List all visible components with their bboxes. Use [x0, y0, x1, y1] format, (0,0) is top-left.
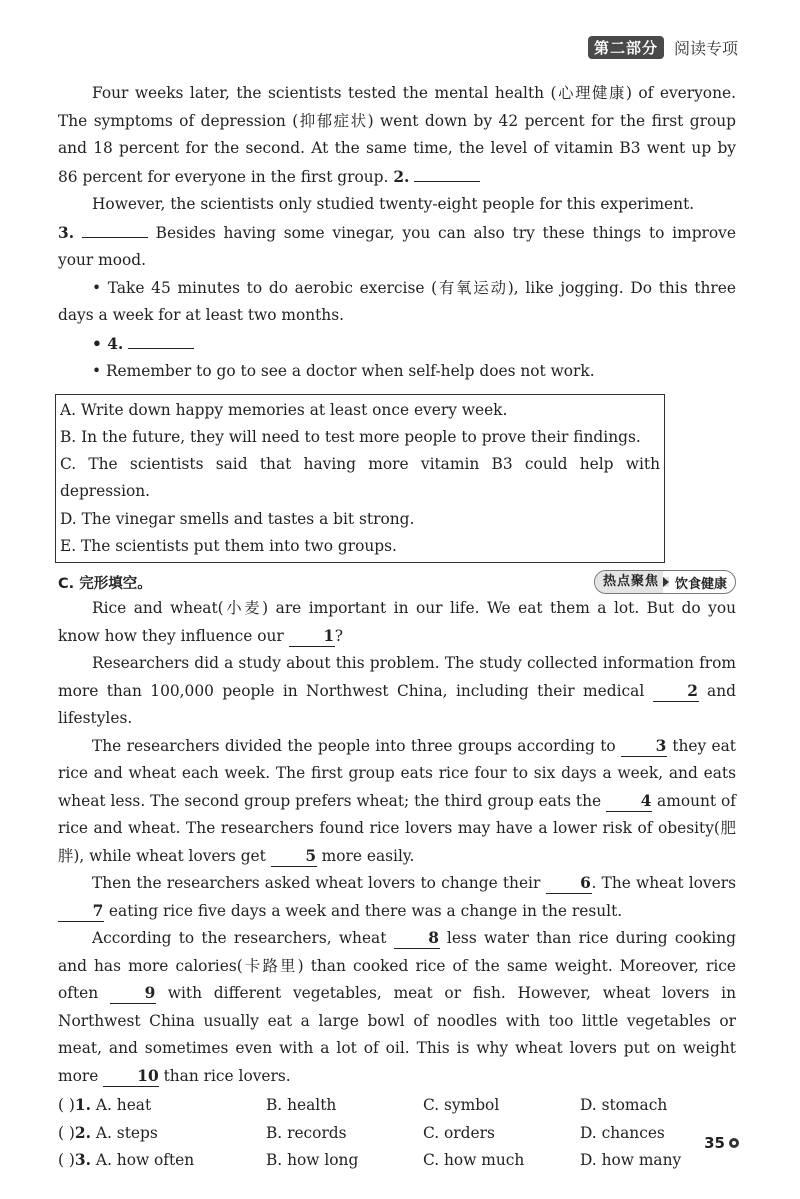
cloze-blank-2[interactable]: 2 — [653, 681, 699, 702]
bullet-item-1: • Take 45 minutes to do aerobic exercise (有氧运动), like jogging. Do this three days a week for at least two months. — [58, 278, 736, 324]
cloze-paragraph-2: Researchers did a study about this problem. The study collected information from more than 100,000 people in Northwest China, including their medical 2 and lifestyles. — [58, 654, 736, 728]
cloze-paragraph-1: Rice and wheat(小麦) are important in our life. We eat them a lot. But do you know how they influence our 1? — [58, 599, 736, 645]
choice-a: A. steps — [95, 1123, 158, 1142]
hot-topic-tag — [594, 570, 736, 594]
blank-number-2: 2. — [393, 167, 410, 186]
bullet-item-2: • 4. — [58, 330, 736, 359]
option-b: B. In the future, they will need to test more people to prove their findings. — [60, 427, 641, 446]
choice-row-1: ( )1. A. heat B. health C. symbol D. stomach — [58, 1092, 736, 1120]
section-c-header — [58, 569, 736, 595]
option-c: C. The scientists said that having more vitamin B3 could help with depression. — [60, 455, 660, 501]
cloze-blank-6[interactable]: 6 — [546, 873, 592, 894]
blank-number-3: 3. — [58, 223, 75, 242]
choice-d: D. chances — [580, 1123, 665, 1142]
answer-blank-4[interactable] — [128, 330, 194, 349]
choice-row-3: ( )3. A. how often B. how long C. how much D. how many — [58, 1147, 736, 1175]
page-content — [58, 80, 736, 1175]
passage-paragraph-1: Four weeks later, the scientists tested the mental health (心理健康) of everyone. The symptoms of depression (抑郁症状) went down by 42 percent for the first group and 18 percent for the second. At the same time, the level of vitamin B3 went up by 86 percent for everyone in the first group. 2. — [58, 84, 736, 186]
cloze-blank-4[interactable]: 4 — [606, 791, 652, 812]
options-box — [55, 394, 665, 564]
choice-d: D. stomach — [580, 1096, 668, 1115]
section-badge: 第二部分 — [588, 36, 664, 59]
triangle-right-icon — [663, 577, 669, 587]
choice-list — [58, 1092, 736, 1175]
answer-paren[interactable]: ( ) — [58, 1151, 75, 1170]
gear-icon — [728, 1137, 740, 1149]
page-number: 35 — [704, 1134, 740, 1152]
answer-paren[interactable]: ( ) — [58, 1123, 75, 1142]
answer-blank-2[interactable] — [414, 163, 480, 182]
bullet-item-3: • Remember to go to see a doctor when self-help does not work. — [92, 362, 595, 380]
answer-paren[interactable]: ( ) — [58, 1096, 75, 1115]
option-a: A. Write down happy memories at least once every week. — [60, 400, 508, 419]
choice-d: D. how many — [580, 1151, 682, 1170]
answer-blank-3[interactable] — [82, 219, 148, 238]
choice-b: B. how long — [266, 1151, 359, 1170]
choice-c: C. orders — [423, 1123, 495, 1142]
cloze-blank-9[interactable]: 9 — [110, 983, 156, 1004]
choice-b: B. records — [266, 1123, 347, 1142]
hot-topic-label: 热点聚焦 — [595, 571, 663, 593]
passage-paragraph-2: However, the scientists only studied twenty-eight people for this experiment. — [92, 195, 695, 213]
cloze-blank-3[interactable]: 3 — [621, 736, 667, 757]
page-header — [588, 36, 738, 58]
choice-a: A. how often — [95, 1151, 195, 1170]
option-e: E. The scientists put them into two groups. — [60, 536, 397, 555]
choice-row-2: ( )2. A. steps B. records C. orders D. chances — [58, 1120, 736, 1148]
cloze-blank-8[interactable]: 8 — [394, 928, 440, 949]
cloze-blank-1[interactable]: 1 — [289, 626, 335, 647]
section-c-title: C. 完形填空。 — [58, 575, 152, 592]
cloze-paragraph-3: The researchers divided the people into three groups according to 3 they eat rice and wheat each week. The first group eats rice four to six days a week, and eats wheat less. The second group prefers wheat; the third group eats the 4 amount of rice and wheat. The researchers found rice lovers may have a lower risk of obesity(肥胖), while wheat lovers get 5 more easily. — [58, 736, 736, 865]
passage-paragraph-2b: 3. Besides having some vinegar, you can also try these things to improve your mood. — [58, 219, 736, 275]
choice-c: C. how much — [423, 1151, 525, 1170]
option-d: D. The vinegar smells and tastes a bit strong. — [60, 509, 415, 528]
hot-topic-name: 饮食健康 — [674, 576, 727, 592]
cloze-blank-10[interactable]: 10 — [103, 1066, 158, 1087]
choice-c: C. symbol — [423, 1096, 500, 1115]
cloze-blank-5[interactable]: 5 — [271, 846, 317, 867]
header-title: 阅读专项 — [673, 38, 738, 58]
choice-b: B. health — [266, 1096, 337, 1115]
cloze-paragraph-5: According to the researchers, wheat 8 less water than rice during cooking and has more calories(卡路里) than cooked rice of the same weight. Moreover, rice often 9 with different vegetables, meat or fish. However, wheat lovers in Northwest China usually eat a large bowl of noodles with too little vegetables or meat, and sometimes even with a lot of oil. This is why wheat lovers put on weight more 10 than rice lovers. — [58, 929, 736, 1085]
cloze-blank-7[interactable]: 7 — [58, 901, 104, 922]
choice-a: A. heat — [95, 1096, 152, 1115]
cloze-paragraph-4: Then the researchers asked wheat lovers to change their 6. The wheat lovers 7 eating rice five days a week and there was a change in the result. — [58, 870, 736, 925]
